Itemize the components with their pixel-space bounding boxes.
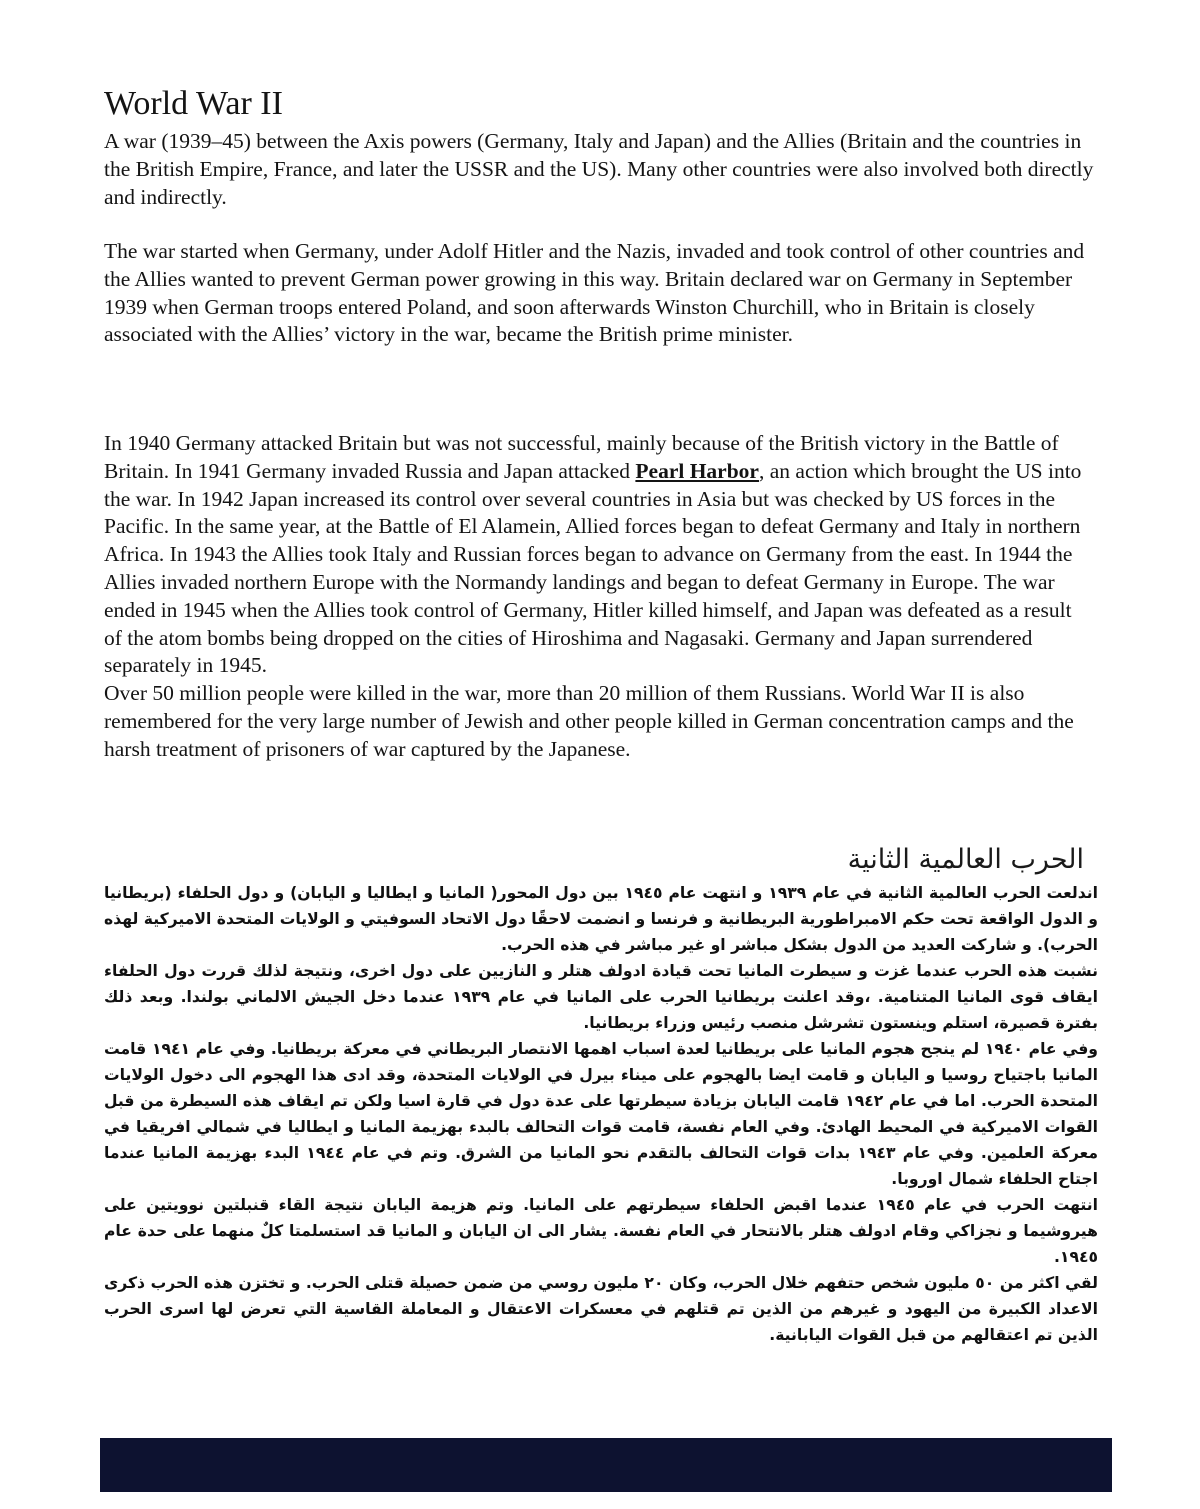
arabic-text-block: [104, 880, 1098, 1348]
arabic-paragraph-3: وفي عام ١٩٤٠ لم ينجح هجوم المانيا على بريطانيا لعدة اسباب اهمها الانتصار البريطاني في معركة بريطانيا. وفي عام ١٩٤١ قامت المانيا باجتياح روسيا و اليابان و قامت ايضا بالهجوم على ميناء بيرل في الولايات المتحدة، وقد ادى هذا الهجوم الى دخول الولايات المتحدة الحرب. اما في عام ١٩٤٢ قامت اليابان بزيادة سيطرتها على عدة دول في قارة اسيا ولكن تم ايقاف هذه السيطرة من قبل القوات الاميركية في المحيط الهادئ. وفي العام نفسة، قامت قوات التحالف بالبدء بهزيمة المانيا و ايطاليا في شمالي افريقيا في معركة العلمين. وفي عام ١٩٤٣ بدات قوات التحالف بالتقدم نحو المانيا من الشرق. وتم في عام ١٩٤٤ البدء بهزيمة المانيا عندما اجتاح الحلفاء شمال اوروبا.: [104, 1040, 1098, 1188]
english-paragraph-3-start: In 1940 Germany attacked Britain but was not successful, mainly because of the British victory in the Battle of Britain. In 1941 Germany invaded Russia and Japan attacked: [104, 431, 1059, 483]
english-paragraph-2: The war started when Germany, under Adolf Hitler and the Nazis, invaded and took control of other countries and the Allies wanted to prevent German power growing in this way. Britain declared war on Germany in September 1939 when German troops entered Poland, and soon afterwards Winston Churchill, who in Britain is closely associated with the Allies’ victory in the war, became the British prime minister.: [104, 239, 1085, 347]
arabic-paragraph-1: اندلعت الحرب العالمية الثانية في عام ١٩٣٩ و انتهت عام ١٩٤٥ بين دول المحور( المانيا و ايطاليا و اليابان) و دول الحلفاء (بريطانيا و الدول الواقعة تحت حكم الامبراطورية البريطانية و فرنسا و انضمت لاحقًا دول الاتحاد السوفيتي و الولايات المتحدة الاميركية لهذه الحرب). و شاركت العديد من الدول بشكل مباشر او غير مباشر في هذه الحرب.: [104, 884, 1098, 954]
english-paragraph-1: A war (1939–45) between the Axis powers (Germany, Italy and Japan) and the Allies (Britain and the countries in the British Empire, France, and later the USSR and the US). Many other countries were also involved both directly and indirectly.: [104, 129, 1094, 209]
footer-bar: [100, 1438, 1112, 1492]
english-paragraph-3: [104, 430, 1094, 680]
pearl-harbor-link[interactable]: Pearl Harbor: [635, 458, 759, 483]
english-paragraph-4: Over 50 million people were killed in the war, more than 20 million of them Russians. World War II is also remembered for the very large number of Jewish and other people killed in German concentration camps and the harsh treatment of prisoners of war captured by the Japanese.: [104, 681, 1074, 761]
english-paragraph-course: [104, 430, 1094, 764]
arabic-paragraph-5: لقي اكثر من ٥٠ مليون شخص حتفهم خلال الحرب، وكان ٢٠ مليون روسي من ضمن حصيلة قتلى الحرب. و تختزن هذه الحرب ذكرى الاعداد الكبيرة من اليهود و غيرهم من الذين تم قتلهم في معسكرات الاعتقال و المعاملة القاسية التي تعرض لها اسرى الحرب الذين تم اعتقالهم من قبل القوات اليابانية.: [104, 1274, 1098, 1344]
arabic-title: الحرب العالمية الثانية: [847, 844, 1084, 875]
arabic-paragraph-4: انتهت الحرب في عام ١٩٤٥ عندما اقبض الحلفاء سيطرتهم على المانيا. وتم هزيمة اليابان نتيجة القاء قنبلتين نوويتين على هيروشيما و نجزاكي وقام ادولف هتلر بالانتحار في العام نفسة. يشار الى ان اليابان و المانيا قد استسلمتا كلٌ منهما على حدة عام ١٩٤٥.: [104, 1196, 1098, 1266]
english-paragraph-intro: [104, 128, 1094, 211]
arabic-paragraph-2: نشبت هذه الحرب عندما غزت و سيطرت المانيا تحت قيادة ادولف هتلر و النازيين على دول اخرى، ونتيجة لذلك قررت دول الحلفاء ايقاف قوى المانيا المتنامية. ،وقد اعلنت بريطانيا الحرب على المانيا في عام ١٩٣٩ عندما دخل الجيش الالماني بولندا. وبعد ذلك بفترة قصيرة، استلم وينستون تشرشل منصب رئيس وزراء بريطانيا.: [104, 962, 1098, 1032]
english-paragraph-3-end: , an action which brought the US into the war. In 1942 Japan increased its control over several countries in Asia but was checked by US forces in the Pacific. In the same year, at the Battle of El Alamein, Allied forces began to defeat Germany and Italy in northern Africa. In 1943 the Allies took Italy and Russian forces began to advance on Germany from the east. In 1944 the Allies invaded northern Europe with the Normandy landings and began to defeat Germany in Europe. The war ended in 1945 when the Allies took control of Germany, Hitler killed himself, and Japan was defeated as a result of the atom bombs being dropped on the cities of Hiroshima and Nagasaki. Germany and Japan surrendered separately in 1945.: [104, 458, 1082, 678]
english-paragraph-start: [104, 238, 1094, 349]
english-title: World War II: [104, 85, 283, 122]
